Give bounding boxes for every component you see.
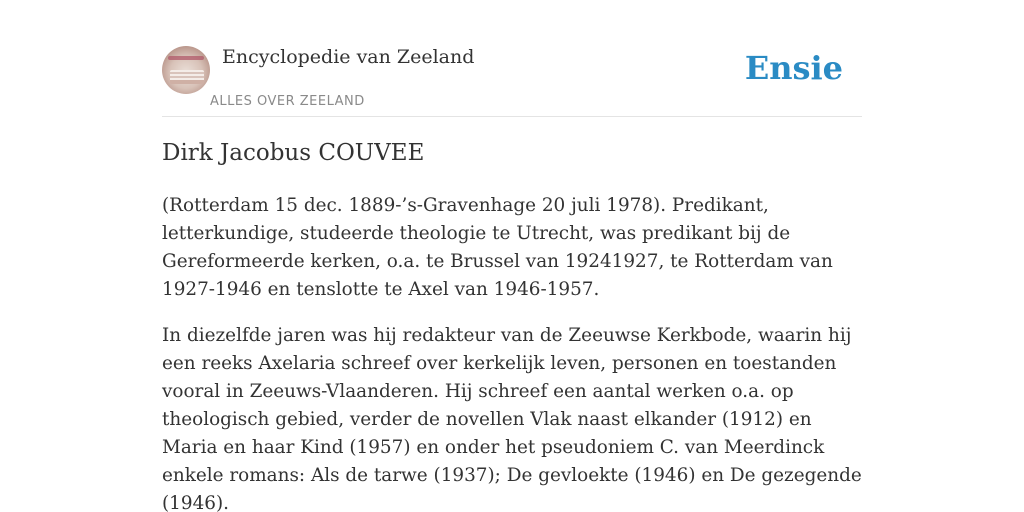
article-paragraph: (Rotterdam 15 dec. 1889-’s-Gravenhage 20 juli 1978). Predikant, letterkundige, studeerde theologie te Utrecht, was predikant bij de Gereformeerde kerken, o.a. te Brussel van 19241927, te Rotterdam van 1927-1946 en tenslotte te Axel van 1946-1957.	[162, 195, 833, 300]
site-title-link[interactable]: Encyclopedie van Zeeland	[222, 46, 475, 68]
site-avatar[interactable]	[162, 46, 210, 94]
avatar-band	[168, 56, 204, 60]
page-title: Dirk Jacobus COUVEE	[162, 140, 425, 166]
site-tagline: ALLES OVER ZEELAND	[210, 94, 365, 109]
article-paragraph: In diezelfde jaren was hij redakteur van de Zeeuwse Kerkbode, waarin hij een reeks Axelaria schreef over kerkelijk leven, personen en toestanden vooral in Zeeuws-Vlaanderen. Hij schreef een aantal werken o.a. op theologisch gebied, verder de novellen Vlak naast elkander (1912) en Maria en haar Kind (1957) en onder het pseudoniem C. van Meerdinck enkele romans: Als de tarwe (1937); De gevloekte (1946) en De gezegende (1946).	[162, 325, 862, 512]
article-body	[162, 192, 862, 512]
ensie-logo-link[interactable]: Ensie	[744, 49, 843, 87]
avatar-book-stack	[170, 70, 204, 84]
site-header	[162, 44, 862, 117]
